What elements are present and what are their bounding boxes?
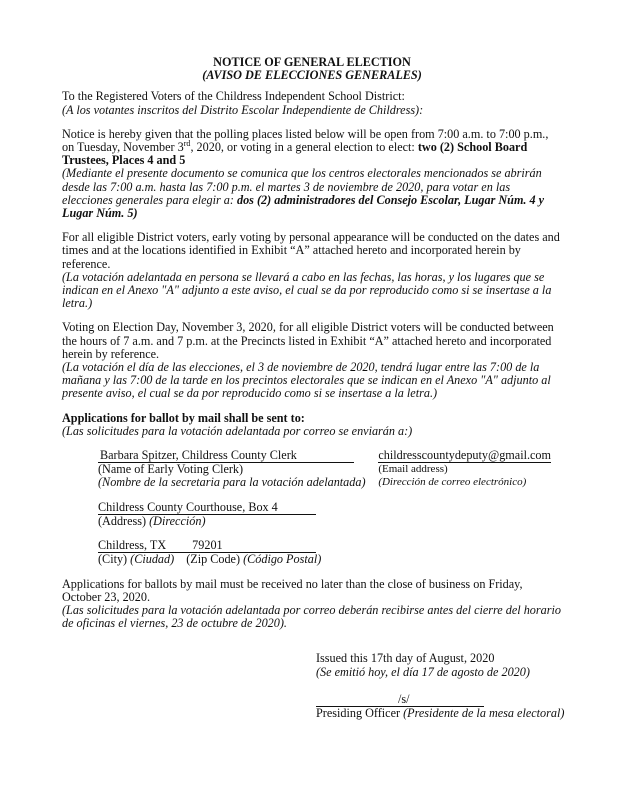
title: NOTICE OF GENERAL ELECTION	[213, 55, 411, 69]
clerk-label-es: (Nombre de la secretaria para la votación adelantada)	[98, 475, 366, 490]
clerk-email-row	[62, 449, 562, 490]
paragraph-polling-es: (Mediante el presente documento se comunica que los centros electorales mencionados se abrirán desde las 7:00 a.m. hasta las 7:00 p.m. el martes 3 de noviembre de 2020, para votar en las elecciones generales para elegir a: dos (2) administradores del Consejo Escolar, Lugar Núm. 4 y Lugar Núm. 5)	[62, 166, 545, 221]
city-block	[98, 539, 562, 566]
email-link[interactable]: childresscountydeputy@gmail.com	[378, 448, 552, 463]
issued-date: Issued this 17th day of August, 2020	[316, 651, 495, 666]
paragraph-election-day-en: Voting on Election Day, November 3, 2020, for all eligible District voters will be conducted between the hours of 7 a.m. and 7 p.m. at the Precincts listed in Exhibit “A” attached hereto and incorporated herein by reference.	[62, 320, 554, 361]
clerk-label: (Name of Early Voting Clerk)	[98, 462, 244, 477]
salutation-en: To the Registered Voters of the Childress Independent School District:	[62, 89, 405, 104]
salutation	[62, 90, 562, 116]
paragraph-early-voting-es: (La votación adelantada en persona se llevará a cabo en las fechas, las horas, y los lugares que se indican en el Anexo "A" adjunto a este aviso, el cual se da por reproducido como si se insertase a la letra.)	[62, 269, 552, 311]
city-zip-label: (City) (Ciudad) (Zip Code) (Código Postal)	[98, 552, 322, 567]
paragraph-deadline-en: Applications for ballots by mail must be received no later than the close of business on Friday, October 23, 2020.	[62, 576, 523, 604]
mail-heading: Applications for ballot by mail shall be sent to: (Las solicitudes para la votación adelantada por correo se enviarán a:)	[62, 410, 413, 438]
issued-block	[316, 652, 596, 678]
city: Childress, TX	[98, 538, 167, 553]
paragraph-deadline	[62, 578, 562, 631]
address-block	[98, 501, 562, 528]
clerk-block	[98, 449, 378, 490]
address: Childress County Courthouse, Box 4	[98, 501, 316, 515]
paragraph-election-day-es: (La votación el día de las elecciones, el 3 de noviembre de 2020, tendrá lugar entre las 7:00 de la mañana y las 7:00 de la tarde en los precintos electorales que se indican en el Anexo "A" adjunto al presente aviso, el cual se da por reproducido como si se insertase a la letra.)	[62, 360, 551, 401]
signature: /s/	[316, 693, 484, 707]
paragraph-polling-en: Notice is hereby given that the polling places listed below will be open from 7:00 a.m. to 7:00 p.m., on Tuesday, November 3rd, 2020, or voting in a general election to elect: two (2) School Board Trustees, Places 4 and 5	[62, 126, 549, 168]
paragraph-polling	[62, 128, 562, 220]
title-es: (AVISO DE ELECCIONES GENERALES)	[202, 68, 422, 83]
issued-date-es: (Se emitió hoy, el día 17 de agosto de 2020)	[316, 664, 530, 679]
paragraph-early-voting-en: For all eligible District voters, early voting by personal appearance will be conducted on the dates and times and at the locations identified in Exhibit “A” attached hereto and incorporated herein by reference.	[62, 230, 560, 271]
salutation-es: (A los votantes inscritos del Distrito Escolar Independiente de Childress):	[62, 102, 424, 117]
zip: 79201	[192, 538, 223, 553]
email-label: (Email address)	[378, 463, 448, 476]
email-label-es: (Dirección de correo electrónico)	[378, 476, 527, 489]
clerk-name: Barbara Spitzer, Childress County Clerk	[98, 449, 354, 463]
paragraph-early-voting	[62, 231, 562, 310]
paragraph-election-day	[62, 321, 562, 400]
address-label: (Address) (Dirección)	[98, 513, 206, 528]
paragraph-deadline-es: (Las solicitudes para la votación adelantada por correo deberán recibirse antes del cierre del horario de oficinas el viernes, 23 de octubre de 2020).	[62, 602, 561, 631]
officer-title: Presiding Officer (Presidente de la mesa electoral)	[316, 705, 565, 720]
email-block	[378, 449, 562, 490]
signature-block	[316, 693, 596, 720]
